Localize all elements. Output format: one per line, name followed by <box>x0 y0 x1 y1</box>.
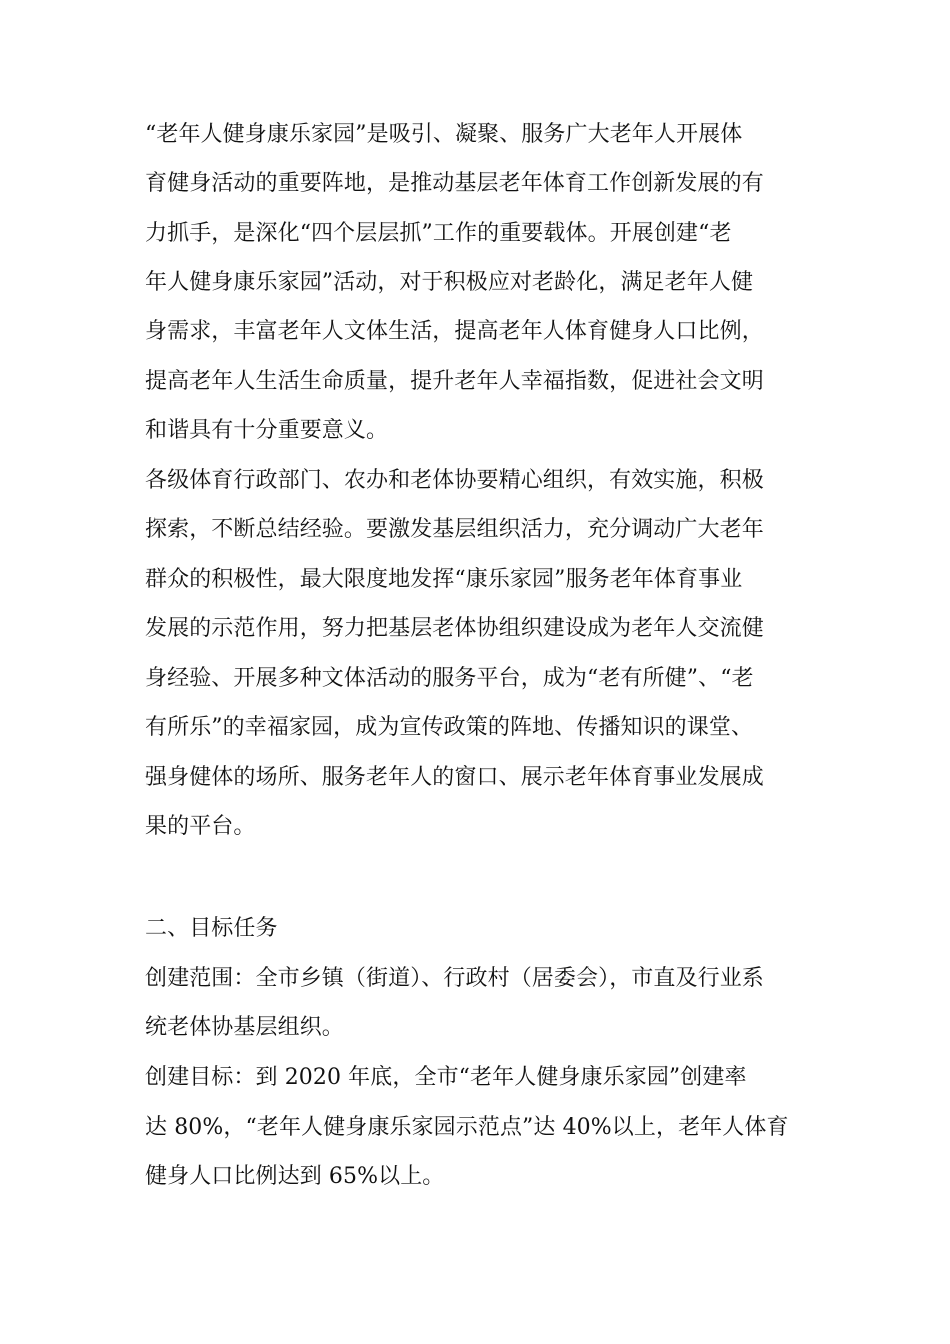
scope-line-1: 创建范围：全市乡镇（街道）、行政村（居委会），市直及行业系 <box>145 966 764 991</box>
intro-line-6: 提高老年人生活生命质量，提升老年人幸福指数，促进社会文明 <box>145 369 764 394</box>
second-line-4: 发展的示范作用，努力把基层老体协组织建设成为老年人交流健 <box>145 616 764 641</box>
goal-line-1: 创建目标：到 2020 年底，全市“老年人健身康乐家园”创建率 <box>145 1065 747 1090</box>
second-line-1: 各级体育行政部门、农办和老体协要精心组织，有效实施，积极 <box>145 468 764 493</box>
second-line-6: 有所乐”的幸福家园，成为宣传政策的阵地、传播知识的课堂、 <box>145 715 754 740</box>
second-line-3: 群众的积极性，最大限度地发挥“康乐家园”服务老年体育事业 <box>145 567 743 592</box>
intro-line-3: 力抓手，是深化“四个层层抓”工作的重要载体。开展创建“老 <box>145 221 732 246</box>
second-line-2: 探索，不断总结经验。要激发基层组织活力，充分调动广大老年 <box>145 517 764 542</box>
intro-line-7: 和谐具有十分重要意义。 <box>145 418 389 443</box>
scope-line-2: 统老体协基层组织。 <box>145 1015 344 1040</box>
goal-line-3: 健身人口比例达到 65%以上。 <box>145 1164 445 1189</box>
intro-line-1: “老年人健身康乐家园”是吸引、凝聚、服务广大老年人开展体 <box>145 122 743 147</box>
intro-line-4: 年人健身康乐家园”活动，对于积极应对老龄化，满足老年人健 <box>145 270 754 295</box>
intro-line-2: 育健身活动的重要阵地，是推动基层老年体育工作创新发展的有 <box>145 171 764 196</box>
section-heading: 二、目标任务 <box>145 916 278 941</box>
second-line-8: 果的平台。 <box>145 814 256 839</box>
intro-line-5: 身需求，丰富老年人文体生活，提高老年人体育健身人口比例， <box>145 319 764 344</box>
second-line-7: 强身健体的场所、服务老年人的窗口、展示老年体育事业发展成 <box>145 765 764 790</box>
second-line-5: 身经验、开展多种文体活动的服务平台，成为“老有所健”、“老 <box>145 666 754 691</box>
goal-line-2: 达 80%，“老年人健身康乐家园示范点”达 40%以上，老年人体育 <box>145 1115 789 1140</box>
